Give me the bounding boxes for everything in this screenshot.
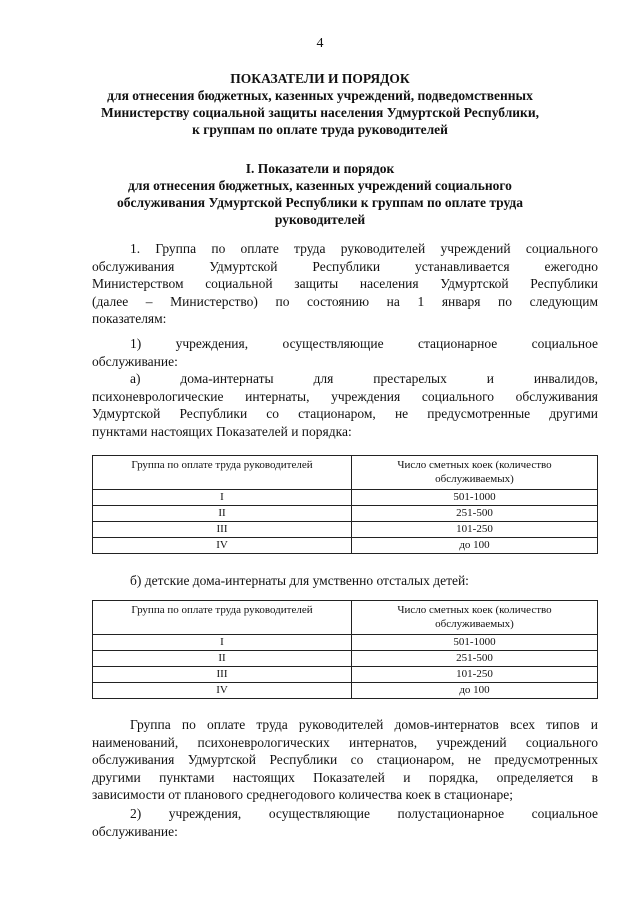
- section-heading-line: для отнесения бюджетных, казенных учреждений социального: [128, 178, 512, 193]
- doc-title: ПОКАЗАТЕЛИ И ПОРЯДОК: [230, 71, 410, 86]
- item-b: б) детские дома-интернаты для умственно отсталых детей:: [130, 573, 469, 588]
- cell-count: 251-500: [352, 506, 598, 522]
- item-2: [92, 805, 598, 840]
- doc-title-line: к группам по оплате труда руководителей: [192, 122, 448, 137]
- cell-count: до 100: [352, 683, 598, 699]
- item-a: [92, 370, 598, 440]
- cell-count: 501-1000: [352, 635, 598, 651]
- doc-title-line: для отнесения бюджетных, казенных учреждений, подведомственных: [107, 88, 533, 103]
- table-row: [93, 683, 598, 699]
- cell-count: 501-1000: [352, 490, 598, 506]
- text-line: (далее – Министерство) по состоянию на 1 января по следующим: [92, 293, 598, 309]
- text-line: Группа по оплате труда руководителей домов-интернатов всех типов и: [130, 717, 598, 732]
- text-line: наименований, психоневрологических интернатов, учреждений социального: [92, 734, 598, 750]
- section-heading-line: обслуживания Удмуртской Республики к группам по оплате труда: [116, 195, 523, 210]
- table-row: [93, 506, 598, 522]
- text-line: обслуживания Удмуртской Республики со стационаром, не предусмотренных: [92, 752, 598, 767]
- header-group: Группа по оплате труда руководителей: [93, 456, 352, 490]
- cell-group: III: [93, 522, 352, 538]
- text-line: а) дома-интернаты для престарелых и инвалидов,: [130, 371, 598, 386]
- text-line: обслуживание:: [92, 823, 178, 839]
- section-heading: I. Показатели и порядок: [245, 161, 395, 176]
- text-line: обслуживания Удмуртской Республики устанавливается ежегодно: [92, 258, 598, 274]
- table-row: [93, 490, 598, 506]
- header-count-line: Число сметных коек (количество: [397, 459, 552, 471]
- table-row: [93, 522, 598, 538]
- table-header-row: [93, 456, 598, 490]
- header-count: [352, 601, 598, 635]
- cell-count: 101-250: [352, 667, 598, 683]
- table-groups-1: [92, 455, 598, 554]
- header-group: Группа по оплате труда руководителей: [93, 601, 352, 635]
- text-line: 1. Группа по оплате труда руководителей учреждений социального: [130, 241, 598, 256]
- cell-group: II: [93, 506, 352, 522]
- text-line: Министерством социальной защиты населения Удмуртской Республики: [92, 276, 598, 291]
- doc-title-line: Министерству социальной защиты населения Удмуртской Республики,: [101, 105, 539, 120]
- text-line: показателям:: [92, 311, 167, 326]
- text-line: Удмуртской Республики со стационаром, не предусмотренные другими: [92, 406, 598, 421]
- text-line: 2) учреждения, осуществляющие полустационарное социальное: [130, 806, 598, 821]
- text-line: обслуживание:: [92, 353, 178, 369]
- cell-count: 251-500: [352, 651, 598, 667]
- item-1: [92, 335, 598, 370]
- table-row: [93, 635, 598, 651]
- table-groups-2: [92, 600, 598, 699]
- table-header-row: [93, 601, 598, 635]
- header-count-line: обслуживаемых): [435, 617, 514, 630]
- cell-group: IV: [93, 538, 352, 554]
- cell-group: IV: [93, 683, 352, 699]
- header-count-line: Число сметных коек (количество: [397, 604, 552, 616]
- cell-group: I: [93, 635, 352, 651]
- header-count: [352, 456, 598, 490]
- table-row: [93, 538, 598, 554]
- page-number: 4: [316, 36, 324, 51]
- paragraph-1: [92, 240, 598, 328]
- text-line: психоневрологические интернаты, учреждения социального обслуживания: [92, 388, 598, 404]
- cell-count: до 100: [352, 538, 598, 554]
- table-row: [93, 651, 598, 667]
- cell-count: 101-250: [352, 522, 598, 538]
- section-heading-line: руководителей: [274, 212, 366, 227]
- text-line: другими пунктами настоящих Показателей и порядка, определяется в: [92, 769, 598, 785]
- paragraph-2: [92, 716, 598, 804]
- text-line: зависимости от планового среднегодового количества коек в стационаре;: [92, 787, 513, 802]
- cell-group: III: [93, 667, 352, 683]
- header-count-line: обслуживаемых): [435, 472, 514, 485]
- cell-group: II: [93, 651, 352, 667]
- table-row: [93, 667, 598, 683]
- text-line: 1) учреждения, осуществляющие стационарное социальное: [130, 336, 598, 351]
- text-line: пунктами настоящих Показателей и порядка:: [92, 423, 352, 439]
- cell-group: I: [93, 490, 352, 506]
